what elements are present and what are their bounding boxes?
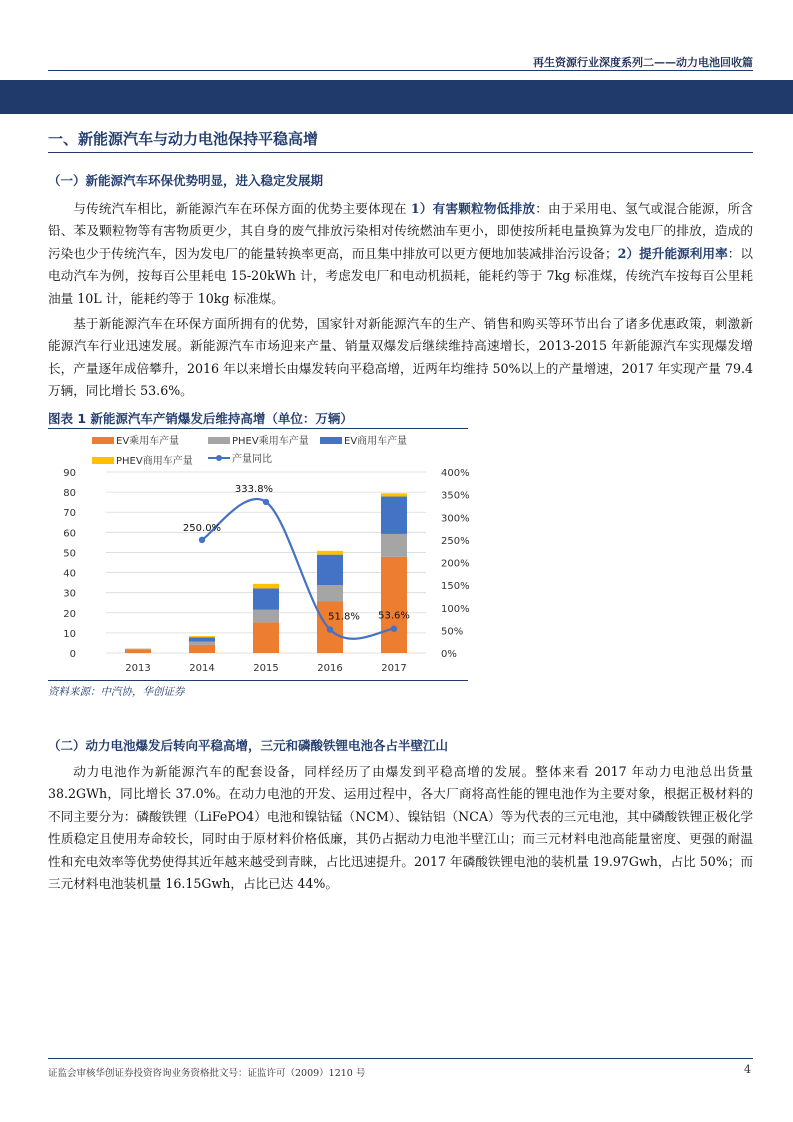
growth-point bbox=[327, 626, 333, 632]
section-divider bbox=[48, 152, 753, 153]
x-tick-label: 2017 bbox=[381, 663, 407, 674]
figure-source: 资料来源：中汽协，华创证券 bbox=[48, 686, 185, 698]
header-banner bbox=[0, 80, 793, 114]
y-left-tick-label: 90 bbox=[63, 468, 76, 479]
report-series-title: 再生资源行业深度系列二——动力电池回收篇 bbox=[533, 56, 753, 69]
growth-point bbox=[263, 499, 269, 505]
bar-segment bbox=[381, 534, 407, 557]
growth-data-label: 53.6% bbox=[378, 610, 410, 622]
growth-line bbox=[202, 499, 394, 639]
figure-bottom-rule bbox=[48, 680, 468, 681]
header-divider bbox=[48, 70, 753, 71]
bar-segment bbox=[253, 622, 279, 653]
bar-segment bbox=[125, 649, 151, 650]
legend-label: EV商用车产量 bbox=[344, 436, 408, 447]
y-left-tick-label: 10 bbox=[63, 628, 76, 640]
x-tick-label: 2014 bbox=[189, 663, 215, 674]
x-tick-label: 2015 bbox=[253, 663, 279, 674]
growth-point bbox=[391, 626, 397, 632]
paragraph-text: ：由于采用电、氢气或混合能源，所含铅、苯及颗粒物等有害物质更少，其自身的废气排放污染相对传统燃油车更小，即使按所耗电量换算为发电厂的排放，造成的污染也少于传统汽车，因为发电厂的能量转换率更高，而且集中排放可以更方便地加装减排治污设备； bbox=[48, 201, 753, 261]
bar-segment bbox=[253, 584, 279, 589]
bar-segment bbox=[381, 493, 407, 496]
figure-caption: 图表 1 新能源汽车产销爆发后维持高增（单位：万辆） bbox=[48, 411, 353, 426]
y-left-tick-label: 80 bbox=[63, 488, 76, 500]
y-right-tick-label: 100% bbox=[441, 603, 470, 615]
paragraph-battery-market: 动力电池作为新能源汽车的配套设备，同样经历了由爆发到平稳高增的发展。整体来看 2017 年动力电池总出货量 38.2GWh，同比增长 37.0%。在动力电池的开发、运用过程中，各大厂商将高性能的锂电池作为主要对象，根据正极材料的不同主要分为：磷酸铁锂（LiFePO4）电池和镍钴锰（NCM）、镍钴铝（NCA）等为代表的三元电池，其中磷酸铁锂正极化学性质稳定且使用寿命较长，同时由于原材料价格低廉，其仍占据动力电池半壁江山；而三元材料电池高能量密度、更强的耐温性和充电效率等优势使得其近年越来越受到青睐，占比迅速提升。2017 年磷酸铁锂电池的装机量 19.97Gwh，占比 50%；而三元材料电池装机量 16.15Gwh，占比已达 44%。 bbox=[48, 764, 753, 892]
bar-segment bbox=[381, 497, 407, 534]
legend-label: 产量同比 bbox=[232, 454, 272, 465]
y-left-tick-label: 0 bbox=[69, 649, 76, 660]
paragraph-text: 与传统汽车相比，新能源汽车在环保方面的优势主要体现在 bbox=[73, 201, 411, 216]
y-left-tick-label: 70 bbox=[63, 508, 76, 520]
bar-segment bbox=[189, 638, 215, 642]
highlight-energy-efficiency: 2）提升能源利用率 bbox=[617, 245, 728, 261]
legend-swatch bbox=[320, 437, 342, 444]
growth-data-label: 51.8% bbox=[328, 611, 360, 623]
y-left-tick-label: 20 bbox=[63, 608, 76, 620]
y-left-tick-label: 40 bbox=[63, 568, 76, 580]
footer-license: 证监会审核华创证券投资咨询业务资格批文号：证监许可（2009）1210 号 bbox=[48, 1068, 366, 1079]
paragraph-policy-growth: 基于新能源汽车在环保方面所拥有的优势，国家针对新能源汽车的生产、销售和购买等环节出台了诸多优惠政策，刺激新能源汽车行业迅速发展。新能源汽车市场迎来产量、销量双爆发后继续维持高速增长，2013-2015 年新能源汽车实现爆发增长，产量逐年成倍攀升，2016 年以来增长由爆发转向平稳高增，近两年均维持 50%以上的产量增速，2017 年实现产量 79.4 万辆，同比增长 53.6%。 bbox=[48, 316, 753, 399]
y-right-tick-label: 0% bbox=[441, 649, 457, 660]
y-left-tick-label: 60 bbox=[63, 528, 76, 540]
growth-point bbox=[199, 537, 205, 543]
bar-segment bbox=[189, 636, 215, 637]
y-right-tick-label: 300% bbox=[441, 513, 470, 525]
section-heading: 一、新能源汽车与动力电池保持平稳高增 bbox=[48, 130, 319, 148]
bar-segment bbox=[317, 585, 343, 601]
bar-segment bbox=[189, 645, 215, 653]
bar-segment bbox=[381, 557, 407, 653]
legend-line-marker bbox=[216, 455, 222, 461]
nev-production-chart bbox=[48, 428, 478, 680]
y-left-tick-label: 30 bbox=[63, 588, 76, 600]
paragraph-environmental-advantages bbox=[48, 198, 753, 310]
bar-segment bbox=[189, 642, 215, 645]
paragraph-text: ：以电动汽车为例，按每百公里耗电 15-20kWh 计，考虑发电厂和电动机损耗，能耗约等于 7kg 标准煤，传统汽车按每百公里耗油量 10L 计，能耗约等于 10kg 标准煤。 bbox=[48, 245, 754, 306]
y-left-tick-label: 50 bbox=[63, 548, 76, 560]
footer-divider bbox=[48, 1058, 753, 1059]
bar-segment bbox=[317, 551, 343, 555]
bar-segment bbox=[253, 588, 279, 609]
x-tick-label: 2016 bbox=[317, 663, 343, 674]
y-right-tick-label: 200% bbox=[441, 558, 470, 570]
highlight-low-emission: 1）有害颗粒物低排放 bbox=[410, 201, 536, 216]
growth-data-label: 333.8% bbox=[234, 483, 274, 495]
bar-segment bbox=[253, 610, 279, 623]
y-right-tick-label: 250% bbox=[441, 535, 470, 547]
legend-label: PHEV商用车产量 bbox=[116, 456, 193, 467]
subsection-heading-2: （二）动力电池爆发后转向平稳高增，三元和磷酸铁锂电池各占半壁江山 bbox=[48, 738, 449, 753]
page-number: 4 bbox=[744, 1063, 751, 1076]
legend-swatch bbox=[208, 437, 230, 444]
legend-swatch bbox=[92, 437, 114, 444]
y-right-tick-label: 350% bbox=[441, 490, 470, 502]
growth-data-label: 250.0% bbox=[182, 522, 222, 534]
y-right-tick-label: 50% bbox=[441, 626, 464, 638]
legend-label: PHEV乘用车产量 bbox=[232, 436, 309, 447]
subsection-heading-1: （一）新能源汽车环保优势明显，进入稳定发展期 bbox=[48, 173, 324, 188]
y-right-tick-label: 150% bbox=[441, 581, 470, 593]
y-right-tick-label: 400% bbox=[441, 468, 470, 479]
bar-segment bbox=[125, 650, 151, 653]
x-tick-label: 2013 bbox=[125, 663, 151, 674]
legend-label: EV乘用车产量 bbox=[116, 436, 180, 447]
legend-swatch bbox=[92, 457, 114, 464]
bar-segment bbox=[317, 555, 343, 585]
